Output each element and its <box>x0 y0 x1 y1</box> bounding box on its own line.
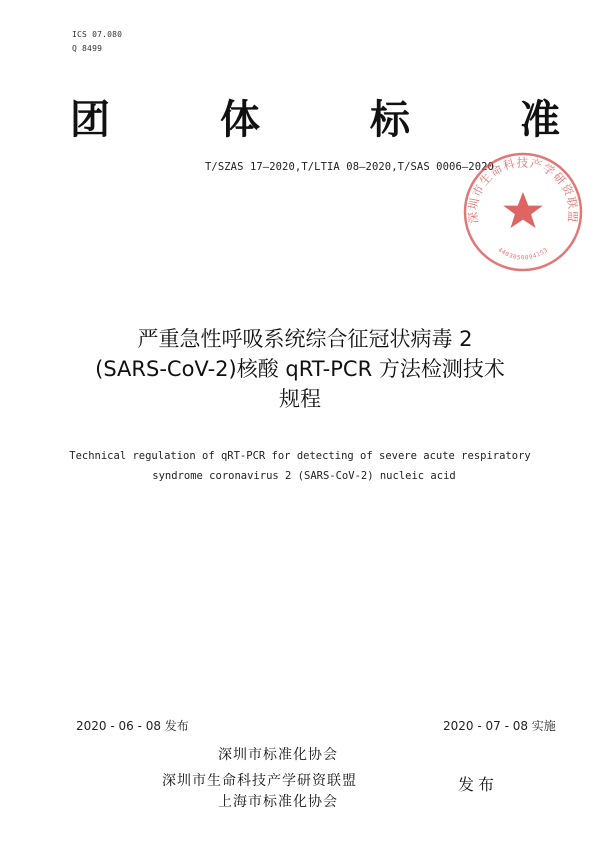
ccs-code: Q 8499 <box>72 44 103 53</box>
en-title-line-2: syndrome coronavirus 2 (SARS-CoV-2) nucleic acid <box>152 470 456 482</box>
publisher-org-1: 深圳市标准化协会 <box>218 747 338 763</box>
title-char-2: 体 <box>220 97 260 143</box>
title-char-3: 标 <box>370 97 410 143</box>
cn-title-line-1: 严重急性呼吸系统综合征冠状病毒 2 <box>137 327 473 351</box>
ics-code: ICS 07.080 <box>72 30 123 39</box>
publisher-org-2: 深圳市生命科技产学研资联盟 <box>162 773 357 789</box>
implement-date: 2020 - 07 - 08 实施 <box>443 719 556 733</box>
standard-numbers: T/SZAS 17—2020,T/LTIA 08—2020,T/SAS 0006—2020 <box>205 161 494 173</box>
cn-title-line-3: 规程 <box>279 387 321 411</box>
seal-star-icon <box>503 192 543 228</box>
organization-seal <box>459 148 587 276</box>
en-title-line-1: Technical regulation of qRT-PCR for detecting of severe acute respiratory <box>69 450 531 462</box>
publisher-org-3: 上海市标准化协会 <box>218 794 338 810</box>
standard-type-title <box>70 92 560 148</box>
seal-text: 深圳市生命科技产学研资联盟 <box>465 155 581 225</box>
cn-title-line-2: (SARS-CoV-2)核酸 qRT-PCR 方法检测技术 <box>95 357 505 381</box>
title-char-1: 团 <box>70 97 110 143</box>
document-title-chinese <box>0 324 600 414</box>
publish-date: 2020 - 06 - 08 发布 <box>76 719 189 733</box>
publish-action: 发布 <box>458 775 499 794</box>
seal-serial: 4403050094153 <box>496 246 550 262</box>
document-title-english <box>0 446 600 486</box>
title-char-4: 准 <box>520 97 560 143</box>
